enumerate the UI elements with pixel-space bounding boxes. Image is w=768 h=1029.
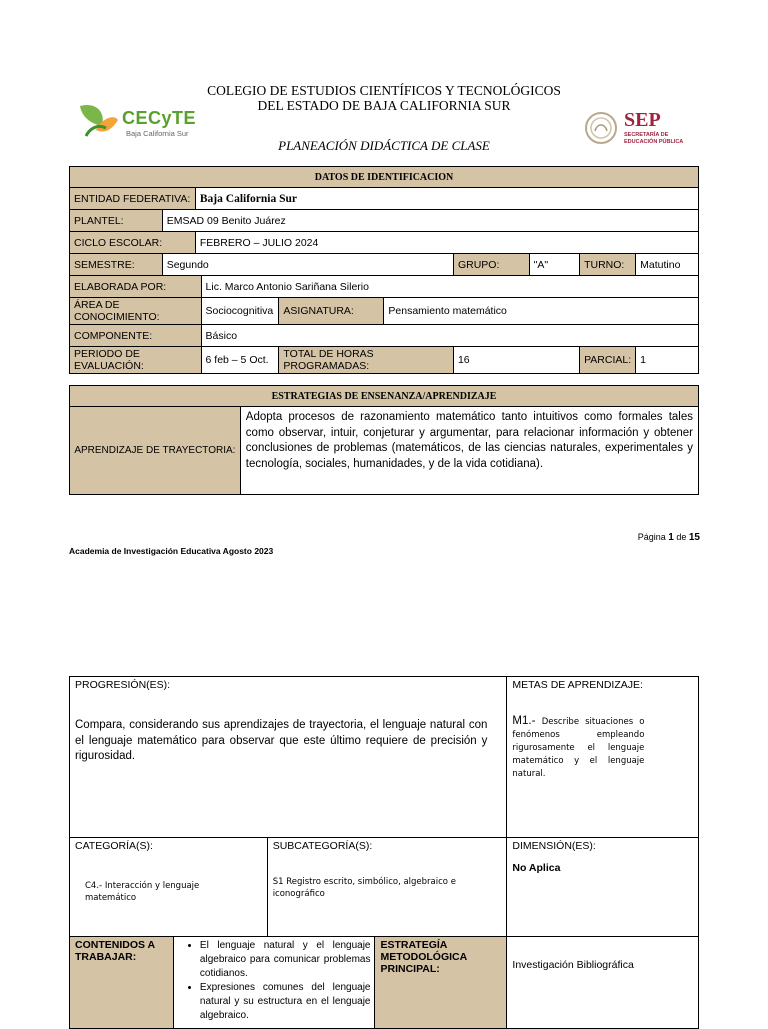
semestre-value: Segundo (162, 254, 453, 276)
horas-label: TOTAL DE HORAS PROGRAMADAS: (279, 347, 454, 374)
contenidos-list (178, 939, 371, 1023)
identification-table (69, 166, 699, 374)
area-value: Sociocognitiva (201, 298, 279, 325)
progresion-label: PROGRESIÓN(ES): (75, 679, 171, 691)
categoria-text: C4.- Interacción y lenguaje matemático (85, 881, 200, 903)
metas-code: M1.- (512, 715, 536, 727)
page-prefix: Página (637, 532, 666, 542)
trayectoria-label: APRENDIZAJE DE TRAYECTORIA: (70, 407, 241, 495)
estrategia-value: Investigación Bibliográfica (512, 959, 634, 971)
subcategoria-cell (267, 838, 507, 937)
parcial-value: 1 (636, 347, 699, 374)
page-number (600, 532, 700, 543)
elaborada-value: Lic. Marco Antonio Sariñana Silerio (201, 276, 698, 298)
periodo-label: PERIODO DE EVALUACIÓN: (70, 347, 202, 374)
mexico-seal-icon (584, 111, 618, 145)
dimension-value: No Aplica (512, 862, 561, 874)
estrategia-label: ESTRATEGÍA METODOLÓGICA PRINCIPAL: (375, 937, 507, 1029)
contenidos-label: CONTENIDOS A TRABAJAR: (70, 937, 174, 1029)
horas-value: 16 (453, 347, 579, 374)
progression-table (69, 676, 699, 1029)
categoria-cell (70, 838, 268, 937)
ciclo-label: CICLO ESCOLAR: (70, 232, 196, 254)
subcategoria-label: SUBCATEGORÍA(S): (272, 840, 373, 852)
categoria-label: CATEGORÍA(S): (75, 840, 153, 852)
metas-text: Describe situaciones o fenómenos empleando rigurosamente el lenguaje matemático y el lenguaje natural. (512, 717, 645, 779)
sep-logo-name: SEP (624, 109, 661, 131)
contenidos-cell (173, 937, 375, 1029)
sep-logo-sub-1: SECRETARÍA DE (624, 132, 669, 138)
estrategia-cell (507, 937, 699, 1029)
elaborada-label: ELABORADA POR: (70, 276, 202, 298)
metas-cell (507, 677, 699, 838)
semestre-label: SEMESTRE: (70, 254, 163, 276)
grupo-label: GRUPO: (453, 254, 529, 276)
page-of: de (676, 532, 687, 542)
page-total: 15 (688, 532, 700, 543)
parcial-label: PARCIAL: (580, 347, 636, 374)
turno-label: TURNO: (580, 254, 636, 276)
strategies-table (69, 385, 699, 495)
sep-logo (584, 108, 694, 148)
progresion-cell (70, 677, 507, 838)
plantel-label: PLANTEL: (70, 210, 163, 232)
periodo-value: 6 feb – 5 Oct. (201, 347, 279, 374)
grupo-value: "A" (529, 254, 579, 276)
dimension-cell (507, 838, 699, 937)
entidad-label: ENTIDAD FEDERATIVA: (70, 188, 196, 210)
asignatura-label: ASIGNATURA: (279, 298, 384, 325)
cecyte-logo-name: CECyTE (122, 108, 197, 128)
strategies-heading: ESTRATEGIAS DE ENSENANZA/APRENDIZAJE (70, 386, 699, 407)
entidad-value: Baja California Sur (195, 188, 698, 210)
contenido-item: • El lenguaje natural y el lenguaje algebraico para comunicar problemas cotidianos. (200, 939, 371, 981)
area-label: ÁREA DE CONOCIMIENTO: (70, 298, 202, 325)
trayectoria-text: Adopta procesos de razonamiento matemático tanto intuitivos como formales tales como observar, intuir, conjeturar y argumentar, para relacionar información y obtener conclusiones de problemas (matemáticos, de las ciencias naturales, experimentales y tecnología, sociales, humanidades, y de la vida cotidiana). (240, 407, 698, 495)
header-line-1: COLEGIO DE ESTUDIOS CIENTÍFICOS Y TECNOLÓGICOS (207, 83, 561, 98)
subcategoria-text: S1 Registro escrito, simbólico, algebraico e iconográfico (272, 877, 456, 899)
header-line-2: DEL ESTADO DE BAJA CALIFORNIA SUR (257, 98, 511, 113)
asignatura-value: Pensamiento matemático (384, 298, 699, 325)
ident-heading: DATOS DE IDENTIFICACION (70, 167, 699, 188)
plantel-value: EMSAD 09 Benito Juárez (162, 210, 698, 232)
dimension-label: DIMENSIÓN(ES): (512, 840, 596, 852)
ciclo-value: FEBRERO – JULIO 2024 (195, 232, 698, 254)
cecyte-logo-sub: Baja California Sur (126, 129, 189, 138)
componente-label: COMPONENTE: (70, 325, 202, 347)
sep-logo-sub-2: EDUCACIÓN PÚBLICA (624, 139, 684, 145)
progresion-text: Compara, considerando sus aprendizajes de trayectoria, el lenguaje natural con el lenguaje matemático para observar que este último requiere de precisión y rigurosidad. (75, 719, 488, 762)
academia-footer: Academia de Investigación Educativa Agosto 2023 (69, 546, 274, 556)
turno-value: Matutino (636, 254, 699, 276)
metas-label: METAS DE APRENDIZAJE: (512, 679, 643, 691)
contenido-item: • Expresiones comunes del lenguaje natural y su estructura en el lenguaje algebraico. (200, 981, 371, 1023)
page-current: 1 (668, 532, 674, 543)
componente-value: Básico (201, 325, 698, 347)
document-subtitle: PLANEACIÓN DIDÁCTICA DE CLASE (278, 138, 490, 153)
